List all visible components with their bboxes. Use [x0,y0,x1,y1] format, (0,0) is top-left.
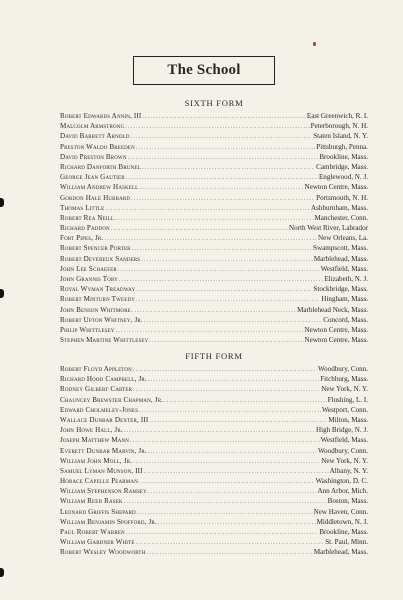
student-hometown: Albany, N. Y. [329,466,368,475]
dot-leader [116,326,304,335]
student-row [60,264,368,274]
student-hometown: Concord, Mass. [323,315,368,324]
student-row [60,325,368,335]
student-hometown: Westfield, Mass. [320,436,368,445]
dot-leader [136,538,325,547]
student-name: Robert Minturn Tweedy [60,295,135,304]
student-hometown: Manchester, Conn. [314,213,368,222]
dot-leader [149,336,303,345]
student-name: John Grannis Tory [60,275,118,283]
student-row [60,507,368,517]
student-hometown: Newton Centre, Mass. [304,325,368,334]
student-name: Richard Danforth Brunel [60,162,141,171]
student-name: Horace Capelle Pearman [60,477,138,486]
dot-leader [148,487,317,496]
student-row [60,193,368,203]
binder-hole-mark [0,289,4,298]
student-hometown: Middletown, N. J. [316,517,368,526]
red-ink-mark [313,42,316,46]
student-name: Robert Devereux Sanders [60,254,141,263]
student-hometown: North West River, Labrador [289,224,368,233]
fifth-form-heading: FIFTH FORM [185,351,243,361]
dot-leader [111,224,288,233]
student-hometown: Woodbury, Conn. [317,446,368,455]
student-row [60,384,368,394]
student-row [60,476,368,486]
student-hometown: Milton, Mass. [328,415,368,424]
student-row [60,294,368,304]
student-hometown: Brookline, Mass. [319,152,368,161]
dot-leader [125,122,309,131]
student-name: George Jean Gautier [60,173,125,182]
dot-leader [131,194,315,203]
student-row [60,335,368,345]
student-hometown: St. Paul, Minn. [325,538,368,547]
dot-leader [137,508,313,517]
student-name: Everett Dunbar Marvin, Jr. [60,446,147,455]
student-hometown: New York, N. Y. [321,456,368,465]
student-name: Preston Waldo Breeden [60,142,135,151]
page-title: The School [167,62,241,78]
student-hometown: Westfield, Mass. [320,264,368,273]
dot-leader [141,255,313,264]
dot-leader [148,447,317,456]
student-row [60,547,368,557]
student-row [60,517,368,527]
student-row [60,213,368,223]
dot-leader [139,406,321,415]
student-name: Joseph Matthew Mann [60,436,129,445]
student-hometown: New York, N. Y. [321,385,368,394]
student-row [60,284,368,294]
student-row [60,425,368,435]
student-row [60,446,368,456]
student-name: Samuel Lyman Munson, III [60,466,143,475]
student-row [60,223,368,233]
binder-hole-mark [0,198,4,207]
fifth-form-list [60,364,368,558]
student-row [60,274,368,284]
student-row [60,537,368,547]
student-name: Malcolm Armstrong [60,122,125,131]
student-name: Paul Robert Warren [60,528,125,536]
student-row [60,172,368,182]
student-row [60,182,368,192]
student-name: William Stephenson Ramsey [60,487,147,496]
student-hometown: Stockbridge, Mass. [313,285,368,294]
student-hometown: Woodbury, Conn. [317,365,368,373]
student-hometown: Fitchburg, Mass. [320,375,368,384]
dot-leader [139,183,303,192]
student-name: William Andrew Haskell [60,183,139,192]
student-hometown: Swampscott, Mass. [313,244,368,253]
student-name: Gordon Hale Hubbard [60,193,131,202]
student-hometown: Portsmouth, N. H. [316,193,368,202]
dot-leader [133,457,320,466]
student-hometown: Peterborough, N. H. [310,122,368,131]
student-row [60,315,368,325]
student-row [60,233,368,243]
dot-leader [158,518,316,527]
student-row [60,486,368,496]
student-name: John Howe Hall, Jr. [60,426,123,435]
fifth-form-section [60,350,368,558]
binder-hole-mark [0,568,4,577]
student-hometown: Pittsburgh, Penna. [316,142,368,151]
student-name: Leonard Griffis Shepard [60,507,136,516]
student-name: William Reed Rasek [60,497,123,506]
student-hometown: New Haven, Conn. [313,507,368,516]
student-row [60,243,368,253]
student-row [60,435,368,445]
student-hometown: Marblehead Neck, Mass. [297,305,368,314]
student-hometown: Ann Arbor, Mich. [317,487,368,496]
dot-leader [128,153,319,162]
student-row [60,466,368,476]
student-name: Robert Edwards Annin, III [60,112,142,120]
student-row [60,364,368,374]
student-row [60,254,368,264]
dot-leader [132,244,312,253]
student-name: Robert Rea Neill [60,213,115,222]
dot-leader [146,548,312,557]
dot-leader [136,295,320,304]
dot-leader [139,477,315,486]
student-name: William John Moll, Jr. [60,456,133,465]
student-row [60,162,368,172]
dot-leader [126,528,319,537]
student-hometown: Marblehead, Mass. [313,254,368,263]
student-name: William Benjamin Spofford, Jr. [60,517,157,526]
student-row [60,456,368,466]
student-hometown: Newton Centre, Mass. [304,183,368,192]
dot-leader [119,275,324,284]
student-name: Wallace Dunbar Dexter, III [60,415,149,424]
student-hometown: Boston, Mass. [327,497,368,506]
dot-leader [144,316,322,325]
student-name: Chauncey Brewster Chapman, Jr. [60,395,164,404]
dot-leader [118,265,320,274]
student-hometown: Elizabeth, N. J. [324,275,368,283]
dot-leader [144,467,329,476]
dot-leader [148,375,319,384]
dot-leader [149,416,327,425]
dot-leader [115,214,313,223]
student-hometown: Ashburnham, Mass. [311,203,368,212]
student-name: John Benson Whitmore [60,305,131,314]
student-name: Robert Upton Whitney, Jr. [60,315,143,324]
student-hometown: Westport, Conn. [321,405,368,414]
student-name: Robert Spencer Porter [60,244,131,253]
student-hometown: Brookline, Mass. [319,528,368,536]
student-row [60,131,368,141]
student-hometown: Washington, D. C. [315,477,368,486]
dot-leader [131,132,313,141]
dot-leader [132,306,296,315]
student-name: Thomas Little [60,203,105,212]
dot-leader [164,396,326,405]
student-row [60,527,368,537]
dot-leader [136,285,312,294]
student-name: David Preston Brown [60,152,127,161]
student-row [60,305,368,315]
dot-leader [142,163,315,172]
student-row [60,152,368,162]
student-hometown: New Orleans, La. [317,234,368,243]
sixth-form-list [60,111,368,345]
student-name: David Barrett Arnold [60,132,130,141]
student-hometown: Englewood, N. J. [318,173,368,182]
student-hometown: Cambridge, Mass. [316,162,368,171]
student-name: Fort Pipes, Jr. [60,234,104,243]
student-hometown: Marblehead, Mass. [313,548,368,557]
student-name: Richard Hood Campbell, Jr. [60,375,147,384]
sixth-form-section [60,97,368,345]
student-hometown: Hingham, Mass. [321,295,368,304]
student-row [60,405,368,415]
student-row [60,111,368,121]
dot-leader [124,497,327,506]
dot-leader [133,365,317,374]
page-title-box [133,56,275,85]
student-name: Richard Paddon [60,224,110,233]
student-name: Stephen Martine Whittlesey [60,336,149,345]
student-hometown: Newton Centre, Mass. [304,336,368,345]
student-name: Philip Whittlesey [60,325,115,334]
student-name: Edward Cholmeley-Jones [60,405,139,414]
dot-leader [130,436,320,445]
student-row [60,142,368,152]
student-row [60,121,368,131]
student-hometown: East Greenwich, R. I. [306,112,368,120]
student-name: William Gardner White [60,538,135,547]
student-name: Rodney Gilbert Carter [60,385,133,394]
student-hometown: Flushing, L. I. [327,395,368,404]
dot-leader [136,143,315,152]
student-row [60,395,368,405]
student-row [60,496,368,506]
student-name: John Lee Schaefer [60,264,117,273]
dot-leader [126,173,318,182]
dot-leader [104,234,317,243]
dot-leader [105,204,310,213]
student-row [60,415,368,425]
student-name: Royal Wyman Treadway [60,285,136,294]
dot-leader [142,112,305,121]
dot-leader [124,426,315,435]
student-hometown: Staten Island, N. Y. [313,132,368,141]
dot-leader [133,385,320,394]
student-row [60,203,368,213]
student-hometown: High Bridge, N. J. [315,426,368,435]
student-row [60,374,368,384]
student-name: Robert Wesley Woodworth [60,548,146,557]
sixth-form-heading: SIXTH FORM [184,98,244,108]
student-name: Robert Floyd Appleton [60,365,132,373]
